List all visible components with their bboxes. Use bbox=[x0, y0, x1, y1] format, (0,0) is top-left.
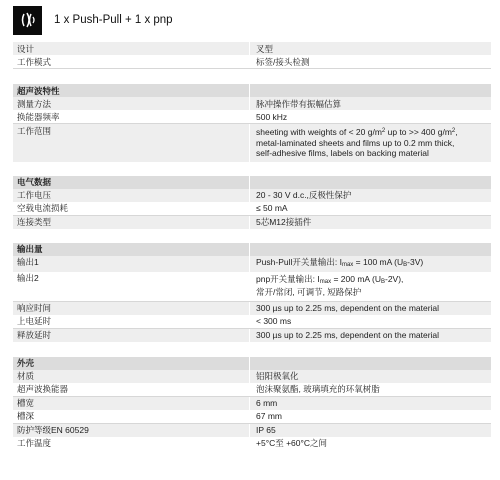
spec-label: 测量方法 bbox=[13, 97, 250, 110]
spec-label: 上电延时 bbox=[13, 315, 250, 328]
spec-row-design bbox=[13, 42, 491, 55]
spec-label: 换能器频率 bbox=[13, 110, 250, 123]
section-title: 电气数据 bbox=[13, 176, 250, 189]
spec-value: ≤ 50 mA bbox=[256, 203, 288, 213]
spec-row-output-1 bbox=[13, 256, 491, 272]
spec-value: sheeting with weights of < 20 $g/m^2$ up to >> 400 $g/m^2$, metal-laminated sheets and films up to 0.2 mm thick, self-adhesive films, labels on backing material bbox=[256, 127, 458, 158]
section-header-housing bbox=[13, 357, 491, 370]
spec-value: 20 - 30 V d.c.,反极性保护 bbox=[256, 190, 352, 200]
spec-value: 5芯M12接插件 bbox=[256, 217, 312, 227]
spec-row-no-load-current bbox=[13, 202, 491, 216]
spec-row-connection-type bbox=[13, 216, 491, 229]
spec-label: 释放延时 bbox=[13, 329, 250, 342]
spec-value: +5°C至 +60°C之间 bbox=[256, 438, 328, 448]
spec-value: 标签/接头检测 bbox=[256, 56, 310, 67]
spec-row-release-delay bbox=[13, 329, 491, 342]
spec-label: 响应时间 bbox=[13, 302, 250, 315]
section-title: 超声波特性 bbox=[13, 84, 250, 97]
product-header bbox=[13, 5, 491, 35]
spec-row-frequency bbox=[13, 110, 491, 124]
spec-row-power-on-delay bbox=[13, 315, 491, 329]
spec-label: 空载电流损耗 bbox=[13, 202, 250, 215]
section-header-electrical bbox=[13, 176, 491, 189]
spec-value: < 300 ms bbox=[256, 316, 292, 326]
spec-value: 300 µs up to 2.25 ms, dependent on the material bbox=[256, 303, 440, 313]
spec-label: 连接类型 bbox=[13, 216, 250, 229]
spec-value: 300 µs up to 2.25 ms, dependent on the material bbox=[256, 330, 440, 340]
spec-row-slot-width bbox=[13, 397, 491, 410]
spec-value: 叉型 bbox=[256, 43, 274, 54]
spec-label: 槽深 bbox=[13, 410, 250, 423]
spec-row-operating-voltage bbox=[13, 189, 491, 202]
spec-label: 工作范围 bbox=[13, 124, 250, 162]
spec-value: 泡沫聚氨酯, 玻璃填充的环氧树脂 bbox=[256, 384, 380, 394]
spec-label: 输出1 bbox=[13, 256, 250, 272]
spec-label: 超声波换能器 bbox=[13, 383, 250, 396]
spec-label: 工作模式 bbox=[13, 55, 250, 68]
spec-label: 输出2 bbox=[13, 272, 250, 301]
spec-value: IP 65 bbox=[256, 425, 276, 435]
spec-value: 铝阳极氧化 bbox=[256, 371, 299, 381]
spec-row-response-time bbox=[13, 302, 491, 315]
section-title: 输出量 bbox=[13, 243, 250, 256]
spec-value: Push-Pull开关量输出: $I_{max} = 100$ mA $(U_B-3V)$ bbox=[256, 257, 424, 268]
spec-label: 槽宽 bbox=[13, 397, 250, 410]
spec-value: pnp开关量输出: $I_{max} = 200$ mA $(U_B-2V)$, 常开/常闭, 可调节, 短路保护 bbox=[256, 273, 404, 297]
spec-label: 工作电压 bbox=[13, 189, 250, 202]
spec-row-working-range bbox=[13, 124, 491, 162]
spec-row-material bbox=[13, 370, 491, 383]
section-header-ultrasonic bbox=[13, 84, 491, 97]
spec-row-transducer bbox=[13, 383, 491, 397]
spec-value: 脉冲操作带有振幅估算 bbox=[256, 98, 342, 109]
section-header-output bbox=[13, 243, 491, 256]
spec-value: 6 mm bbox=[256, 398, 278, 408]
spec-label: 材质 bbox=[13, 370, 250, 383]
spec-value: 500 kHz bbox=[256, 111, 288, 122]
spec-row-slot-depth bbox=[13, 410, 491, 424]
section-title: 外壳 bbox=[13, 357, 250, 370]
spec-row-operating-temperature bbox=[13, 437, 491, 450]
sensor-waves-icon bbox=[13, 6, 42, 35]
spec-label: 设计 bbox=[13, 42, 250, 55]
header-title: 1 x Push-Pull + 1 x pnp bbox=[54, 14, 173, 26]
spec-row-output-2 bbox=[13, 272, 491, 302]
spec-row-protection-class bbox=[13, 424, 491, 437]
spec-label: 工作温度 bbox=[13, 437, 250, 450]
spec-row-measuring-method bbox=[13, 97, 491, 110]
spec-row-operating-mode bbox=[13, 55, 491, 69]
spec-label: 防护等级EN 60529 bbox=[13, 424, 250, 437]
spec-value: 67 mm bbox=[256, 411, 282, 421]
